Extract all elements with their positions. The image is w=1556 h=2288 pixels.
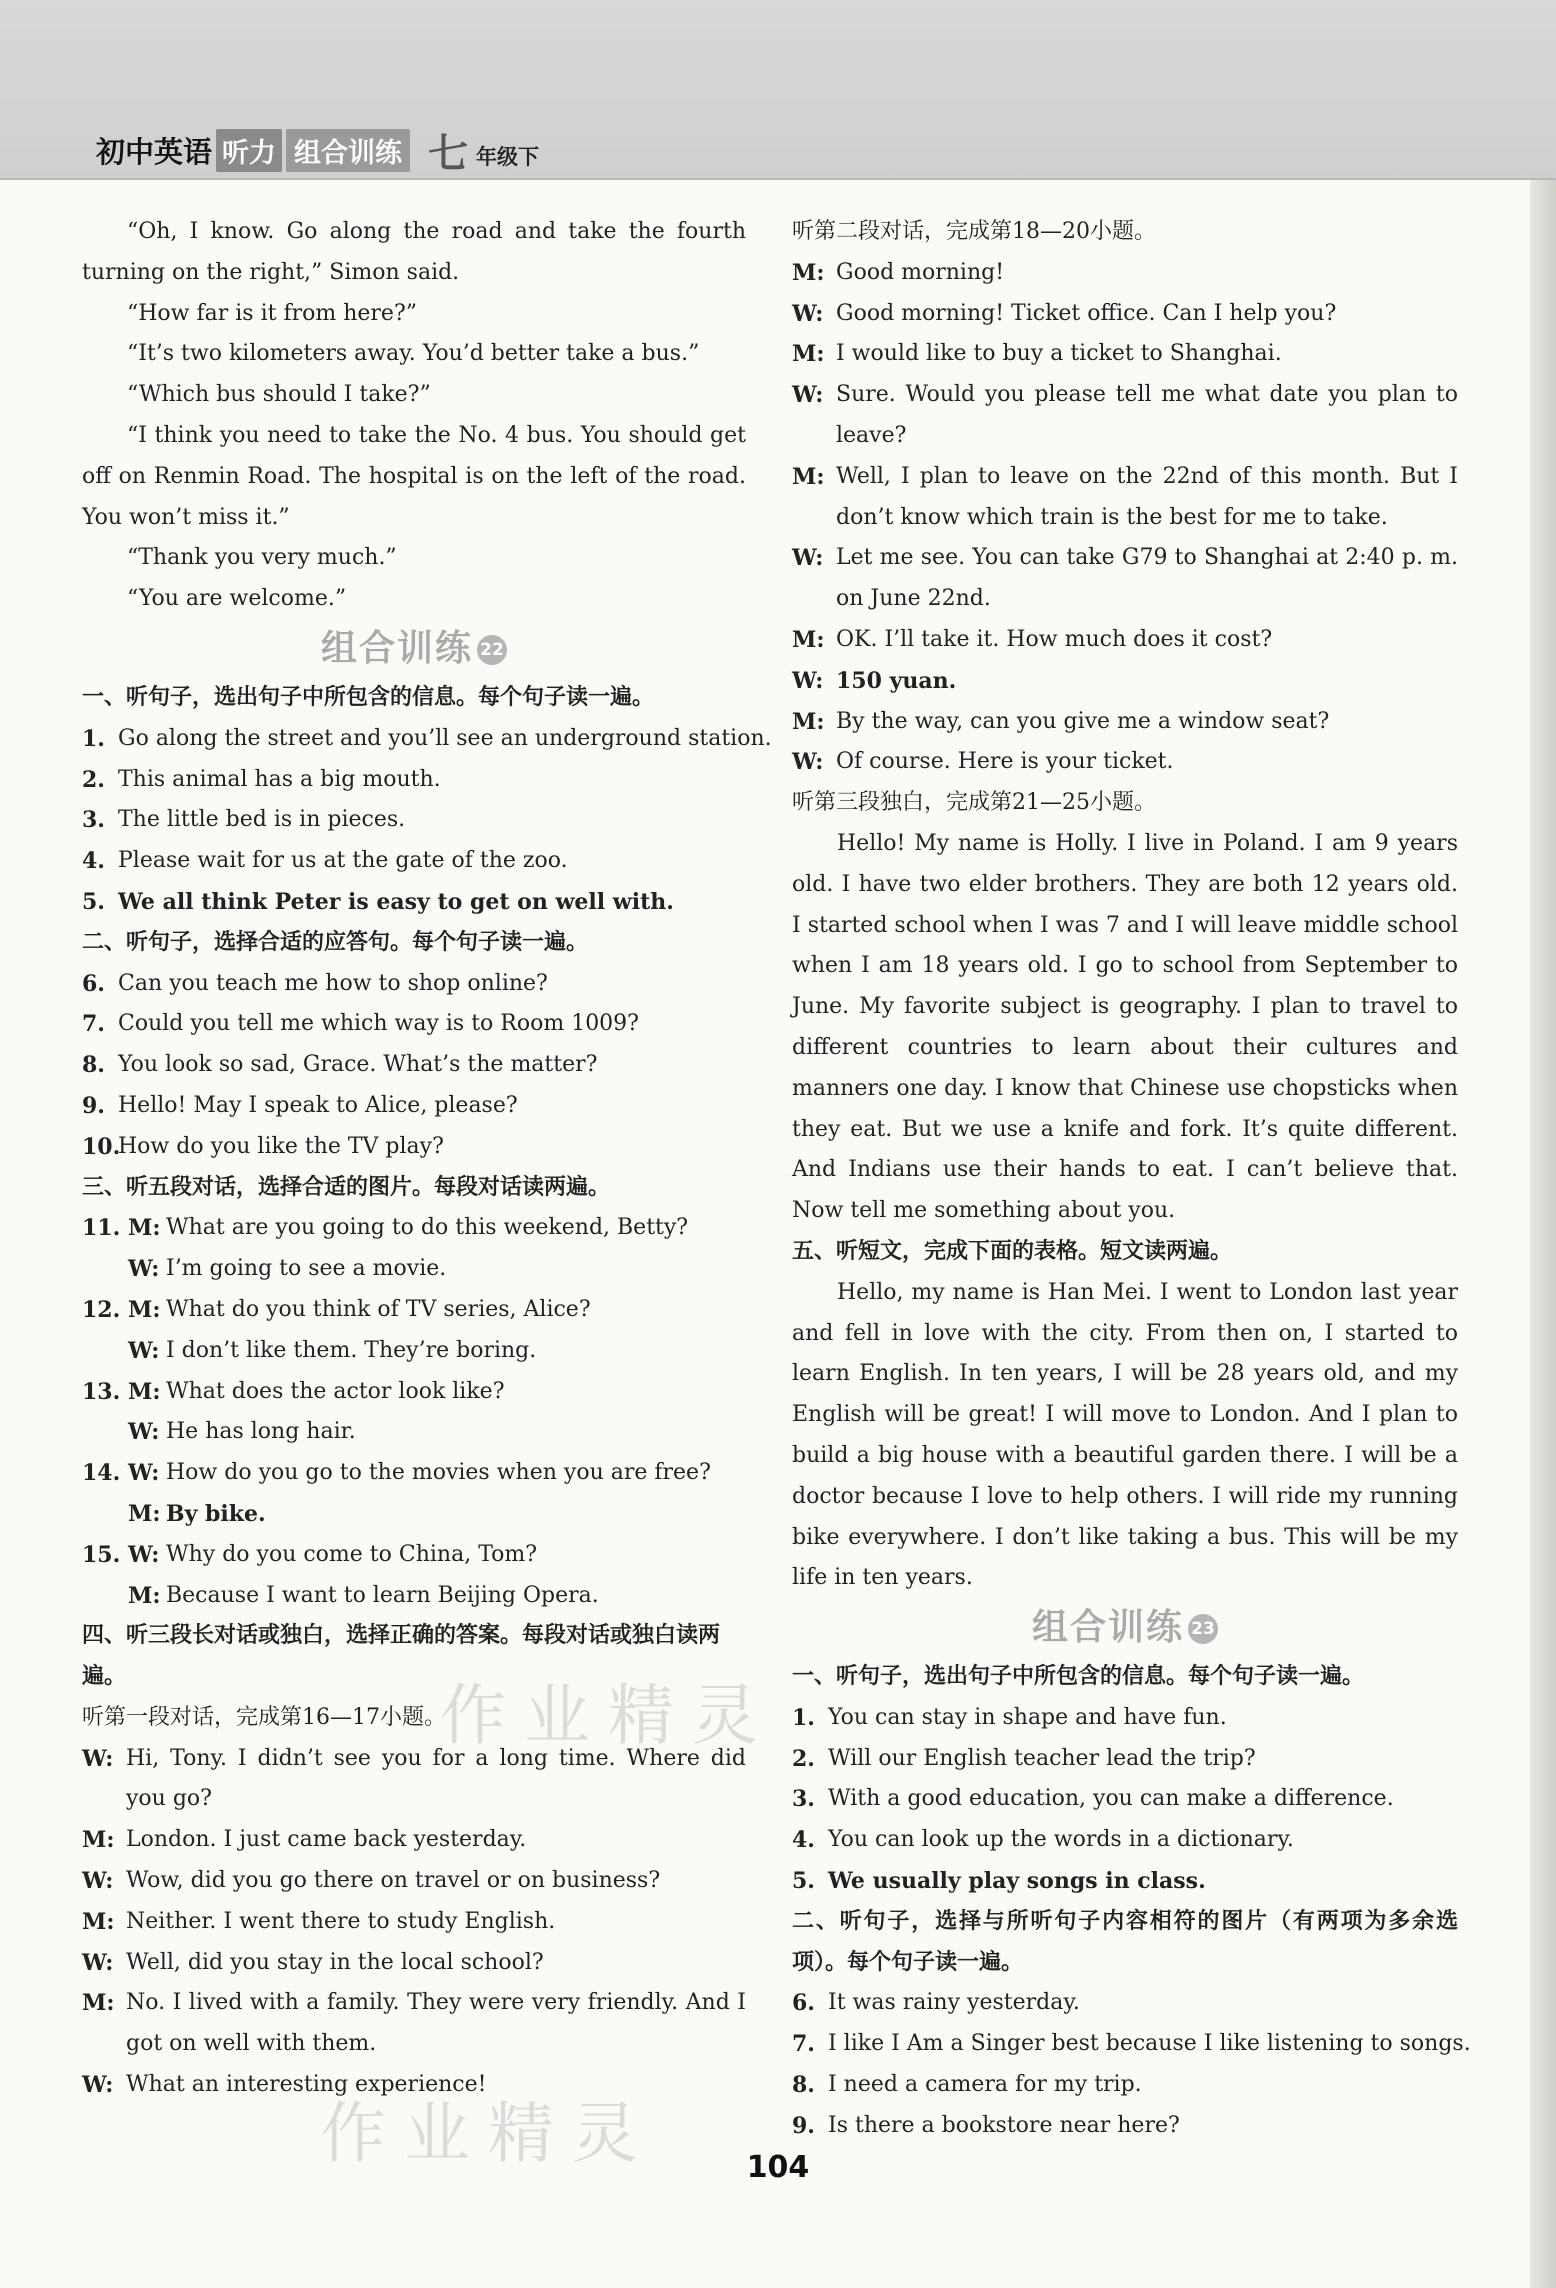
- dialog-text: By bike.: [166, 1500, 266, 1527]
- list-item: [792, 1739, 1458, 1780]
- dialog-line: [792, 457, 1458, 539]
- speaker: W:: [792, 749, 824, 776]
- dialog-text: 150 yuan.: [836, 667, 957, 694]
- item-number: 11.: [82, 1215, 121, 1242]
- dialog-line: [792, 253, 1458, 294]
- item-text: Can you teach me how to shop online?: [118, 970, 548, 996]
- story-paragraph: “Which bus should I take?”: [127, 382, 431, 408]
- item-number: 14.: [82, 1460, 121, 1487]
- list-item: [792, 1983, 1458, 2024]
- dialog-text: Well, did you stay in the local school?: [126, 1949, 544, 1975]
- dialog-line: [82, 1983, 746, 2065]
- part-heading: 五、听短文，完成下面的表格。短文读两遍。: [792, 1238, 1233, 1264]
- item-text: You look so sad, Grace. What’s the matter?: [118, 1052, 598, 1078]
- list-item: [82, 800, 746, 841]
- list-item: [792, 1698, 1458, 1739]
- item-number: 4.: [792, 1827, 815, 1854]
- part-heading: 二、听句子，选择合适的应答句。每个句子读一遍。: [82, 929, 589, 955]
- item-number: 3.: [82, 807, 105, 834]
- dialog-text: He has long hair.: [166, 1419, 356, 1445]
- dialog-line: [792, 702, 1458, 743]
- list-item: [82, 719, 772, 760]
- part-heading: 三、听五段对话，选择合适的图片。每段对话读两遍。: [82, 1174, 611, 1200]
- item-number: 1.: [792, 1704, 815, 1731]
- speaker: M:: [82, 1990, 115, 2017]
- dialog-text: What do you think of TV series, Alice?: [166, 1296, 591, 1322]
- item-text: We usually play songs in class.: [828, 1868, 1206, 1895]
- list-item: [82, 1086, 746, 1127]
- part-heading: 四、听三段长对话或独白，选择正确的答案。每段对话或独白读两遍。: [82, 1623, 721, 1690]
- section-number-badge: 23: [1188, 1614, 1218, 1644]
- header-title-group: [96, 122, 539, 179]
- list-item: [82, 841, 746, 882]
- item-number: 4.: [82, 848, 105, 875]
- speaker: W:: [792, 300, 824, 327]
- dialog-line: [82, 1861, 746, 1902]
- item-text: It was rainy yesterday.: [828, 1990, 1080, 2016]
- item-text: Go along the street and you’ll see an underground station.: [118, 725, 772, 751]
- speaker: W:: [82, 1949, 114, 1976]
- list-item: [792, 1779, 1458, 1820]
- dialog-text: Wow, did you go there on travel or on business?: [126, 1868, 661, 1894]
- item-text: How do you like the TV play?: [118, 1133, 444, 1159]
- speaker: M:: [82, 1827, 115, 1854]
- dialog-text: Why do you come to China, Tom?: [166, 1541, 538, 1567]
- item-number: 5.: [792, 1868, 815, 1895]
- speaker: M:: [128, 1296, 161, 1323]
- grade-label: 年级下: [476, 144, 540, 169]
- story-paragraph: “It’s two kilometers away. You’d better take a bus.”: [127, 341, 700, 367]
- item-text: We all think Peter is easy to get on well with.: [118, 888, 674, 915]
- speaker: M:: [128, 1500, 161, 1527]
- speaker: W:: [128, 1541, 160, 1568]
- item-text: Could you tell me which way is to Room 1009?: [118, 1011, 639, 1037]
- dialog-text: Well, I plan to leave on the 22nd of this month. But I don’t know which train is the best for me to take.: [836, 463, 1458, 530]
- section-title-text: 组合训练: [1031, 1607, 1184, 1649]
- dialog-line: [792, 334, 1458, 375]
- dialog-text: Good morning! Ticket office. Can I help you?: [836, 300, 1337, 326]
- speaker: W:: [128, 1256, 160, 1283]
- book-title: 初中英语: [96, 135, 213, 169]
- dialog-line: [82, 1331, 746, 1372]
- dialog-text: How do you go to the movies when you are free?: [166, 1460, 711, 1486]
- dialog-line: [792, 620, 1458, 661]
- speaker: M:: [792, 626, 825, 653]
- section-title-text: 组合训练: [320, 627, 473, 669]
- dialog-text: Neither. I went there to study English.: [126, 1908, 556, 1934]
- section-title-22: [82, 620, 746, 678]
- list-item: [82, 1045, 746, 1086]
- list-item: [82, 1127, 746, 1168]
- item-number: 2.: [792, 1745, 815, 1772]
- dialog-text: Of course. Here is your ticket.: [836, 749, 1174, 775]
- dialog-text: Hi, Tony. I didn’t see you for a long time. Where did you go?: [126, 1745, 746, 1812]
- item-number: 12.: [82, 1296, 121, 1323]
- dialog-text: Because I want to learn Beijing Opera.: [166, 1582, 599, 1608]
- speaker: W:: [792, 382, 824, 409]
- item-text: Please wait for us at the gate of the zoo.: [118, 848, 568, 874]
- item-text: You can stay in shape and have fun.: [828, 1704, 1227, 1730]
- watermark: 作业精灵: [320, 2095, 656, 2172]
- part-heading: 二、听句子，选择与所听句子内容相符的图片（有两项为多余选项）。每个句子读一遍。: [792, 1908, 1458, 1975]
- list-item: [82, 964, 746, 1005]
- list-item: [792, 1861, 1458, 1902]
- dialog-text: By the way, can you give me a window seat?: [836, 708, 1330, 734]
- item-number: 2.: [82, 766, 105, 793]
- item-number: 1.: [82, 725, 105, 752]
- item-text: This animal has a big mouth.: [118, 766, 441, 792]
- item-text: Hello! May I speak to Alice, please?: [118, 1092, 518, 1118]
- item-number: 8.: [82, 1052, 105, 1079]
- list-item: [792, 1820, 1458, 1861]
- item-number: 8.: [792, 2072, 815, 2099]
- dialog-line: [82, 1494, 746, 1535]
- dialog-text: No. I lived with a family. They were very friendly. And I got on well with them.: [126, 1990, 746, 2057]
- story-paragraph: “Thank you very much.”: [127, 545, 397, 571]
- dialog-text: Sure. Would you please tell me what date you plan to leave?: [836, 382, 1458, 448]
- dialog-line: [82, 1290, 746, 1331]
- left-column: [82, 212, 772, 2106]
- item-number: 9.: [82, 1092, 105, 1119]
- speaker: W:: [128, 1337, 160, 1364]
- section-title-23: [792, 1599, 1458, 1657]
- speaker: W:: [792, 667, 824, 694]
- sub-instruction: 听第一段对话，完成第16—17小题。: [82, 1704, 446, 1730]
- speaker: M:: [82, 1908, 115, 1935]
- dialog-text: Let me see. You can take G79 to Shanghai at 2:40 p. m. on June 22nd.: [836, 545, 1458, 612]
- speaker: W:: [82, 1868, 114, 1895]
- list-item: [792, 2024, 1471, 2065]
- dialog-line: [792, 538, 1458, 620]
- item-number: 6.: [792, 1990, 815, 2017]
- dialog-line: [82, 1249, 746, 1290]
- story-paragraph: “Oh, I know. Go along the road and take the fourth turning on the right,” Simon said.: [82, 219, 746, 285]
- dialog-text: I don’t like them. They’re boring.: [166, 1337, 537, 1363]
- speaker: M:: [792, 341, 825, 368]
- dialog-line: [82, 1535, 746, 1576]
- list-item: [792, 2065, 1458, 2106]
- sub-instruction: 听第三段独白，完成第21—25小题。: [792, 790, 1156, 816]
- dialog-text: What does the actor look like?: [166, 1378, 505, 1404]
- watermark: 作业精灵: [440, 1677, 776, 1754]
- item-number: 3.: [792, 1786, 815, 1813]
- dialog-text: I would like to buy a ticket to Shanghai.: [836, 341, 1282, 367]
- item-number: 5.: [82, 888, 105, 915]
- dialog-line: [792, 375, 1458, 457]
- part-heading: 一、听句子，选出句子中所包含的信息。每个句子读一遍。: [792, 1664, 1365, 1690]
- dialog-line: [82, 1943, 746, 1984]
- list-item: [82, 760, 746, 801]
- item-number: 6.: [82, 970, 105, 997]
- speaker: W:: [128, 1419, 160, 1446]
- list-item: [792, 2106, 1458, 2147]
- dialog-line: [82, 1902, 746, 1943]
- grade-number: 七: [428, 131, 469, 177]
- story-paragraph: “I think you need to take the No. 4 bus. You should get off on Renmin Road. The hospital is on the left of the road. You won’t miss it.”: [82, 422, 746, 530]
- dialog-line: [82, 1412, 746, 1453]
- dialog-line: [792, 661, 1458, 702]
- page-edge-shadow: [1530, 0, 1556, 2288]
- book-badge-listening: 听力: [216, 129, 282, 172]
- item-number: 15.: [82, 1541, 121, 1568]
- item-text: Will our English teacher lead the trip?: [828, 1745, 1256, 1771]
- story-paragraph: “You are welcome.”: [127, 586, 347, 612]
- dialog-text: London. I just came back yesterday.: [126, 1827, 527, 1853]
- item-text: The little bed is in pieces.: [118, 807, 406, 833]
- speaker: M:: [128, 1582, 161, 1609]
- dialog-line: [82, 1576, 746, 1617]
- item-text: You can look up the words in a dictionary.: [828, 1827, 1294, 1853]
- passage-paragraph: Hello, my name is Han Mei. I went to London last year and fell in love with the city. From then on, I started to learn English. In ten years, I will be 28 years old, and my English will be great! I will move to London. And I plan to build a big house with a beautiful garden there. I will be a doctor because I love to help others. I will ride my running bike everywhere. I don’t like taking a bus. This will be my life in ten years.: [792, 1279, 1458, 1591]
- item-text: Is there a bookstore near here?: [828, 2112, 1180, 2138]
- page-header: [0, 0, 1556, 180]
- dialog-line: [82, 1372, 746, 1413]
- page-number: 104: [746, 2150, 810, 2185]
- list-item: [82, 882, 746, 923]
- dialog-text: Good morning!: [836, 259, 1005, 285]
- dialog-line: [82, 1208, 746, 1249]
- speaker: W:: [82, 2072, 114, 2099]
- dialog-text: I’m going to see a movie.: [166, 1256, 447, 1282]
- item-text: I need a camera for my trip.: [828, 2072, 1142, 2098]
- speaker: W:: [82, 1745, 114, 1772]
- speaker: W:: [792, 545, 824, 572]
- story-paragraph: “How far is it from here?”: [127, 300, 417, 326]
- item-number: 13.: [82, 1378, 121, 1405]
- item-number: 7.: [792, 2031, 815, 2058]
- list-item: [82, 1004, 746, 1045]
- dialog-text: What are you going to do this weekend, Betty?: [166, 1215, 689, 1241]
- item-number: 10.: [82, 1133, 121, 1160]
- item-text: I like I Am a Singer best because I like listening to songs.: [828, 2031, 1471, 2057]
- dialog-line: [82, 1820, 746, 1861]
- book-badge-training: 组合训练: [286, 129, 410, 172]
- speaker: M:: [128, 1378, 161, 1405]
- item-number: 9.: [792, 2112, 815, 2139]
- dialog-line: [792, 742, 1458, 783]
- dialog-text: What an interesting experience!: [126, 2072, 487, 2098]
- dialog-text: OK. I’ll take it. How much does it cost?: [836, 626, 1273, 652]
- item-number: 7.: [82, 1011, 105, 1038]
- section-number-badge: 22: [477, 635, 507, 665]
- speaker: W:: [128, 1460, 160, 1487]
- speaker: M:: [792, 259, 825, 286]
- item-text: With a good education, you can make a difference.: [828, 1786, 1394, 1812]
- dialog-line: [792, 294, 1458, 335]
- part-heading: 一、听句子，选出句子中所包含的信息。每个句子读一遍。: [82, 684, 655, 710]
- dialog-line: [82, 1453, 746, 1494]
- speaker: M:: [128, 1215, 161, 1242]
- monologue-paragraph: Hello! My name is Holly. I live in Poland. I am 9 years old. I have two elder brothers. They are both 12 years old. I started school when I was 7 and I will leave middle school when I am 18 years old. I go to school from September to June. My favorite subject is geography. I plan to travel to different countries to learn about their cultures and manners one day. I know that Chinese use chopsticks when they eat. But we use a knife and fork. It’s quite different. And Indians use their hands to eat. I can’t believe that. Now tell me something about you.: [792, 830, 1458, 1224]
- right-column: [792, 212, 1471, 2147]
- speaker: M:: [792, 708, 825, 735]
- speaker: M:: [792, 463, 825, 490]
- sub-instruction: 听第二段对话，完成第18—20小题。: [792, 219, 1156, 244]
